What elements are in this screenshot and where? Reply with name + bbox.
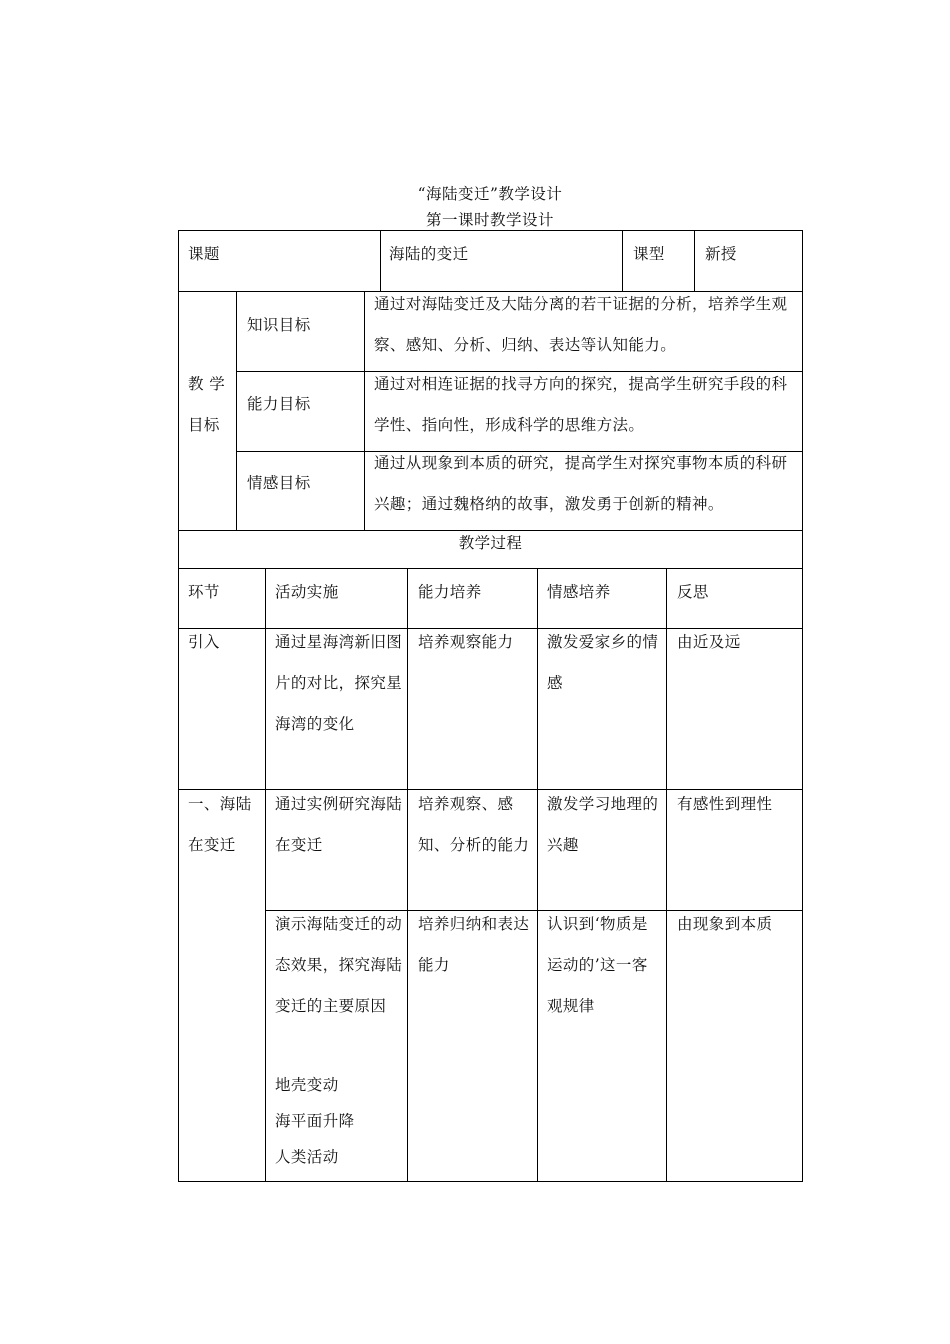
column-header-emotion: 情感培养: [547, 583, 611, 601]
table-rule: [178, 230, 179, 1182]
column-header-activity: 活动实施: [275, 583, 339, 601]
row-ability: 培养归纳和表达能力: [418, 915, 530, 974]
row-emotion: 激发爱家乡的情感: [547, 633, 659, 692]
table-rule: [265, 568, 266, 1182]
table-rule: [694, 230, 695, 292]
goal-label-knowledge: 知识目标: [247, 316, 311, 334]
row-activity: 演示海陆变迁的动态效果，探究海陆变迁的主要原因: [275, 915, 403, 1015]
row-emotion: 认识到‘物质是运动的’这一客观规律: [547, 915, 648, 1015]
row-reflection: 由近及远: [677, 633, 741, 651]
table-rule: [537, 568, 538, 1182]
goal-text-emotion: 通过从现象到本质的研究，提高学生对探究事物本质的科研兴趣；通过魏格纳的故事，激发勇于创新的精神。: [374, 454, 788, 513]
row-activity: 通过实例研究海陆在变迁: [275, 795, 403, 854]
topic-label: 课题: [188, 245, 220, 263]
column-header-reflection: 反思: [677, 583, 709, 601]
table-rule: [666, 568, 667, 1182]
goals-section-label: 教 学 目标: [188, 375, 226, 434]
goal-label-emotion: 情感目标: [247, 474, 311, 492]
row-reflection: 有感性到理性: [677, 795, 773, 813]
cause-item: 地壳变动: [275, 1076, 339, 1094]
row-reflection: 由现象到本质: [677, 915, 773, 933]
table-rule: [178, 1181, 803, 1182]
row-ability: 培养观察、感知、分析的能力: [418, 795, 530, 854]
table-rule: [364, 291, 365, 531]
cause-item: 海平面升降: [275, 1112, 355, 1130]
table-rule: [407, 568, 408, 1182]
table-rule: [178, 230, 803, 231]
column-header-ability: 能力培养: [418, 583, 482, 601]
goal-label-ability: 能力目标: [247, 395, 311, 413]
table-rule: [236, 291, 237, 531]
goal-text-knowledge: 通过对海陆变迁及大陆分离的若干证据的分析，培养学生观察、感知、分析、归纳、表达等认知能力。: [374, 295, 788, 354]
table-rule: [622, 230, 623, 292]
row-emotion: 激发学习地理的兴趣: [547, 795, 659, 854]
table-rule: [380, 230, 381, 292]
lesson-type-label: 课型: [633, 245, 665, 263]
document-title: “海陆变迁”教学设计: [417, 185, 563, 203]
column-header-stage: 环节: [188, 583, 220, 601]
row-stage: 引入: [188, 633, 220, 651]
goal-text-ability: 通过对相连证据的找寻方向的探究，提高学生研究手段的科学性、指向性，形成科学的思维方法。: [374, 375, 788, 434]
table-rule: [802, 230, 803, 1182]
document-subtitle: 第一课时教学设计: [425, 211, 554, 229]
lesson-type-value: 新授: [705, 245, 737, 263]
topic-value: 海陆的变迁: [389, 245, 469, 263]
row-ability: 培养观察能力: [418, 633, 514, 651]
cause-item: 人类活动: [275, 1148, 339, 1166]
row-stage: 一、海陆在变迁: [188, 795, 252, 854]
process-section-title: 教学过程: [458, 534, 523, 552]
table-rule: [178, 568, 803, 569]
row-activity: 通过星海湾新旧图片的对比，探究星海湾的变化: [275, 633, 403, 733]
